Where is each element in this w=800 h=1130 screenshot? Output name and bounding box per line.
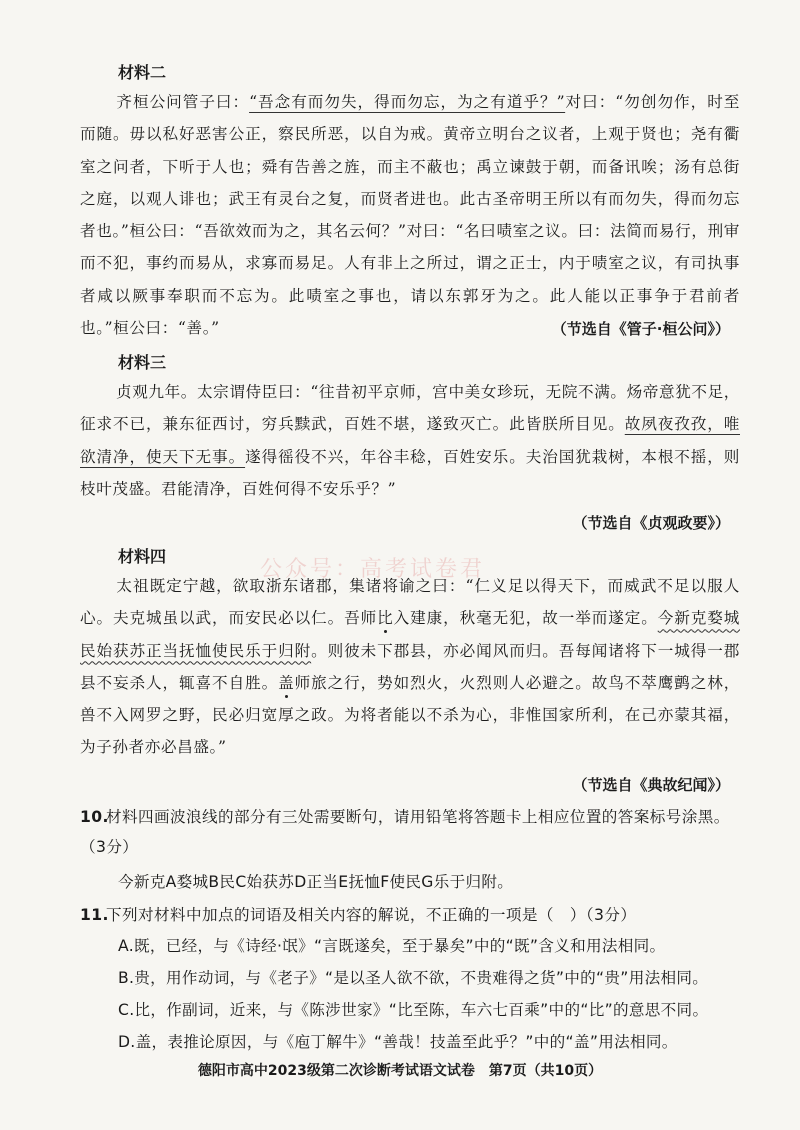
material-4-source: （节选自《典故纪闻》）	[572, 776, 730, 794]
material-2-text	[80, 86, 740, 344]
page-footer: 德阳市高中2023级第二次诊断考试语文试卷 第7页（共10页）	[197, 1063, 603, 1079]
material-2-source: （节选自《管子·桓公问》）	[551, 320, 730, 338]
material-4-part1: 太祖既定宁越，欲取浙东诸郡，集诸将谕之曰：“仁义足以得天下，而威武不足以服人心。夫克城虽以武，而安民必以仁。吾师	[80, 577, 740, 628]
material-3-heading: 材料三	[118, 353, 167, 372]
question-10-number: 10.	[80, 808, 109, 826]
question-11-option-d: D.盖，表推论原因，与《庖丁解牛》“善哉！技盖至此乎？”中的“盖”用法相同。	[118, 1033, 678, 1051]
material-4-text	[80, 570, 740, 764]
watermark-text: 公众号：高考试卷君	[260, 557, 486, 582]
material-3-source: （节选自《贞观政要》）	[572, 514, 730, 532]
material-3-text	[80, 376, 740, 505]
dotted-word-gai: 盖	[278, 673, 295, 692]
dotted-word-bi: 比	[377, 609, 394, 628]
material-4-part3: 。则彼未下郡县，亦必闻风而归。吾每闻诸将下一城得一郡县不妄杀人，辄喜不自胜。	[80, 641, 740, 692]
question-10-sentence: 今新克A婺城B民C始获苏D正当E抚恤F使民G乐于归附。	[118, 873, 514, 891]
material-2-intro: 齐桓公问管子曰：	[116, 93, 250, 111]
question-11	[80, 900, 740, 930]
question-11-option-a: A.既，已经，与《诗经·氓》“言既遂矣，至于暴矣”中的“既”含义和用法相同。	[118, 937, 666, 955]
material-3-rest: 遂得徭役不兴，年谷丰稔，百姓安乐。夫治国犹栽树，本根不摇，则枝叶茂盛。君能清净，百姓何得不安乐乎？”	[80, 447, 740, 498]
material-2-underlined-question: “吾念有而勿失，得而勿忘，为之有道乎？”	[249, 93, 566, 111]
material-2-rest: 对曰：“勿创勿作，时至而随。毋以私好恶害公正，察民所恶，以自为戒。黄帝立明台之议者，上观于贤也；尧有衢室之问者，下听于人也；舜有告善之旌，而主不蔽也；禹立谏鼓于朝，而备讯唉；汤有总街之庭，以观人诽也；武王有灵台之复，而贤者进也。此古圣帝明王所以有而勿失，得而勿忘者也。”桓公曰：“吾欲效而为之，其名云何？”对曰：“名曰啧室之议。曰：法简而易行，刑审而不犯，事约而易从，求寡而易足。人有非上之所过，谓之正士，内于啧室之议，有司执事者咸以厥事奉职而不忘为。此啧室之事也，请以东郭牙为之。此人能以正事争于君前者也。”桓公曰：“善。”	[80, 93, 740, 338]
question-10-text: 材料四画波浪线的部分有三处需要断句，请用铅笔将答题卡上相应位置的答案标号涂黑。（3分）	[80, 808, 730, 856]
question-11-option-b: B.贵，用作动词，与《老子》“是以圣人欲不欲，不贵难得之货”中的“贵”用法相同。	[118, 969, 709, 987]
question-11-text: 下列对材料中加点的词语及相关内容的解说，不正确的一项是（ ）（3分）	[106, 906, 637, 924]
material-3-underlined-sentence: 故夙夜孜孜，唯欲清净，使天下无事。	[80, 415, 740, 466]
material-4-heading: 材料四	[118, 547, 167, 566]
material-4-part2: 入建康，秋毫无犯，故一举而遂定。	[393, 609, 658, 628]
question-11-option-c: C.比，作副词，近来，与《陈涉世家》“比至陈，车六七百乘”中的“比”的意思不同。	[118, 1001, 709, 1019]
question-11-number: 11.	[80, 906, 109, 924]
question-10	[80, 802, 740, 862]
material-3-intro: 贞观九年。太宗谓侍臣曰：“往昔初平京师，宫中美女珍玩，无院不满。炀帝意犹不足，征求不已，兼东征西讨，穷兵黩武，百姓不堪，遂致灭亡。此皆朕所目见。	[80, 383, 740, 434]
material-4-part4: 师旅之行，势如烈火，火烈则人必避之。故鸟不萃鹰鹯之林，兽不入网罗之野，民必归宽厚之政。为将者能以不杀为心，非惟国家所利，在己亦蒙其福，为子孙者亦必昌盛。”	[80, 673, 740, 757]
material-4-wavy-line: 今新克婺城民始获苏正当抚恤使民乐于归附	[80, 609, 740, 660]
material-2-heading: 材料二	[118, 63, 167, 82]
